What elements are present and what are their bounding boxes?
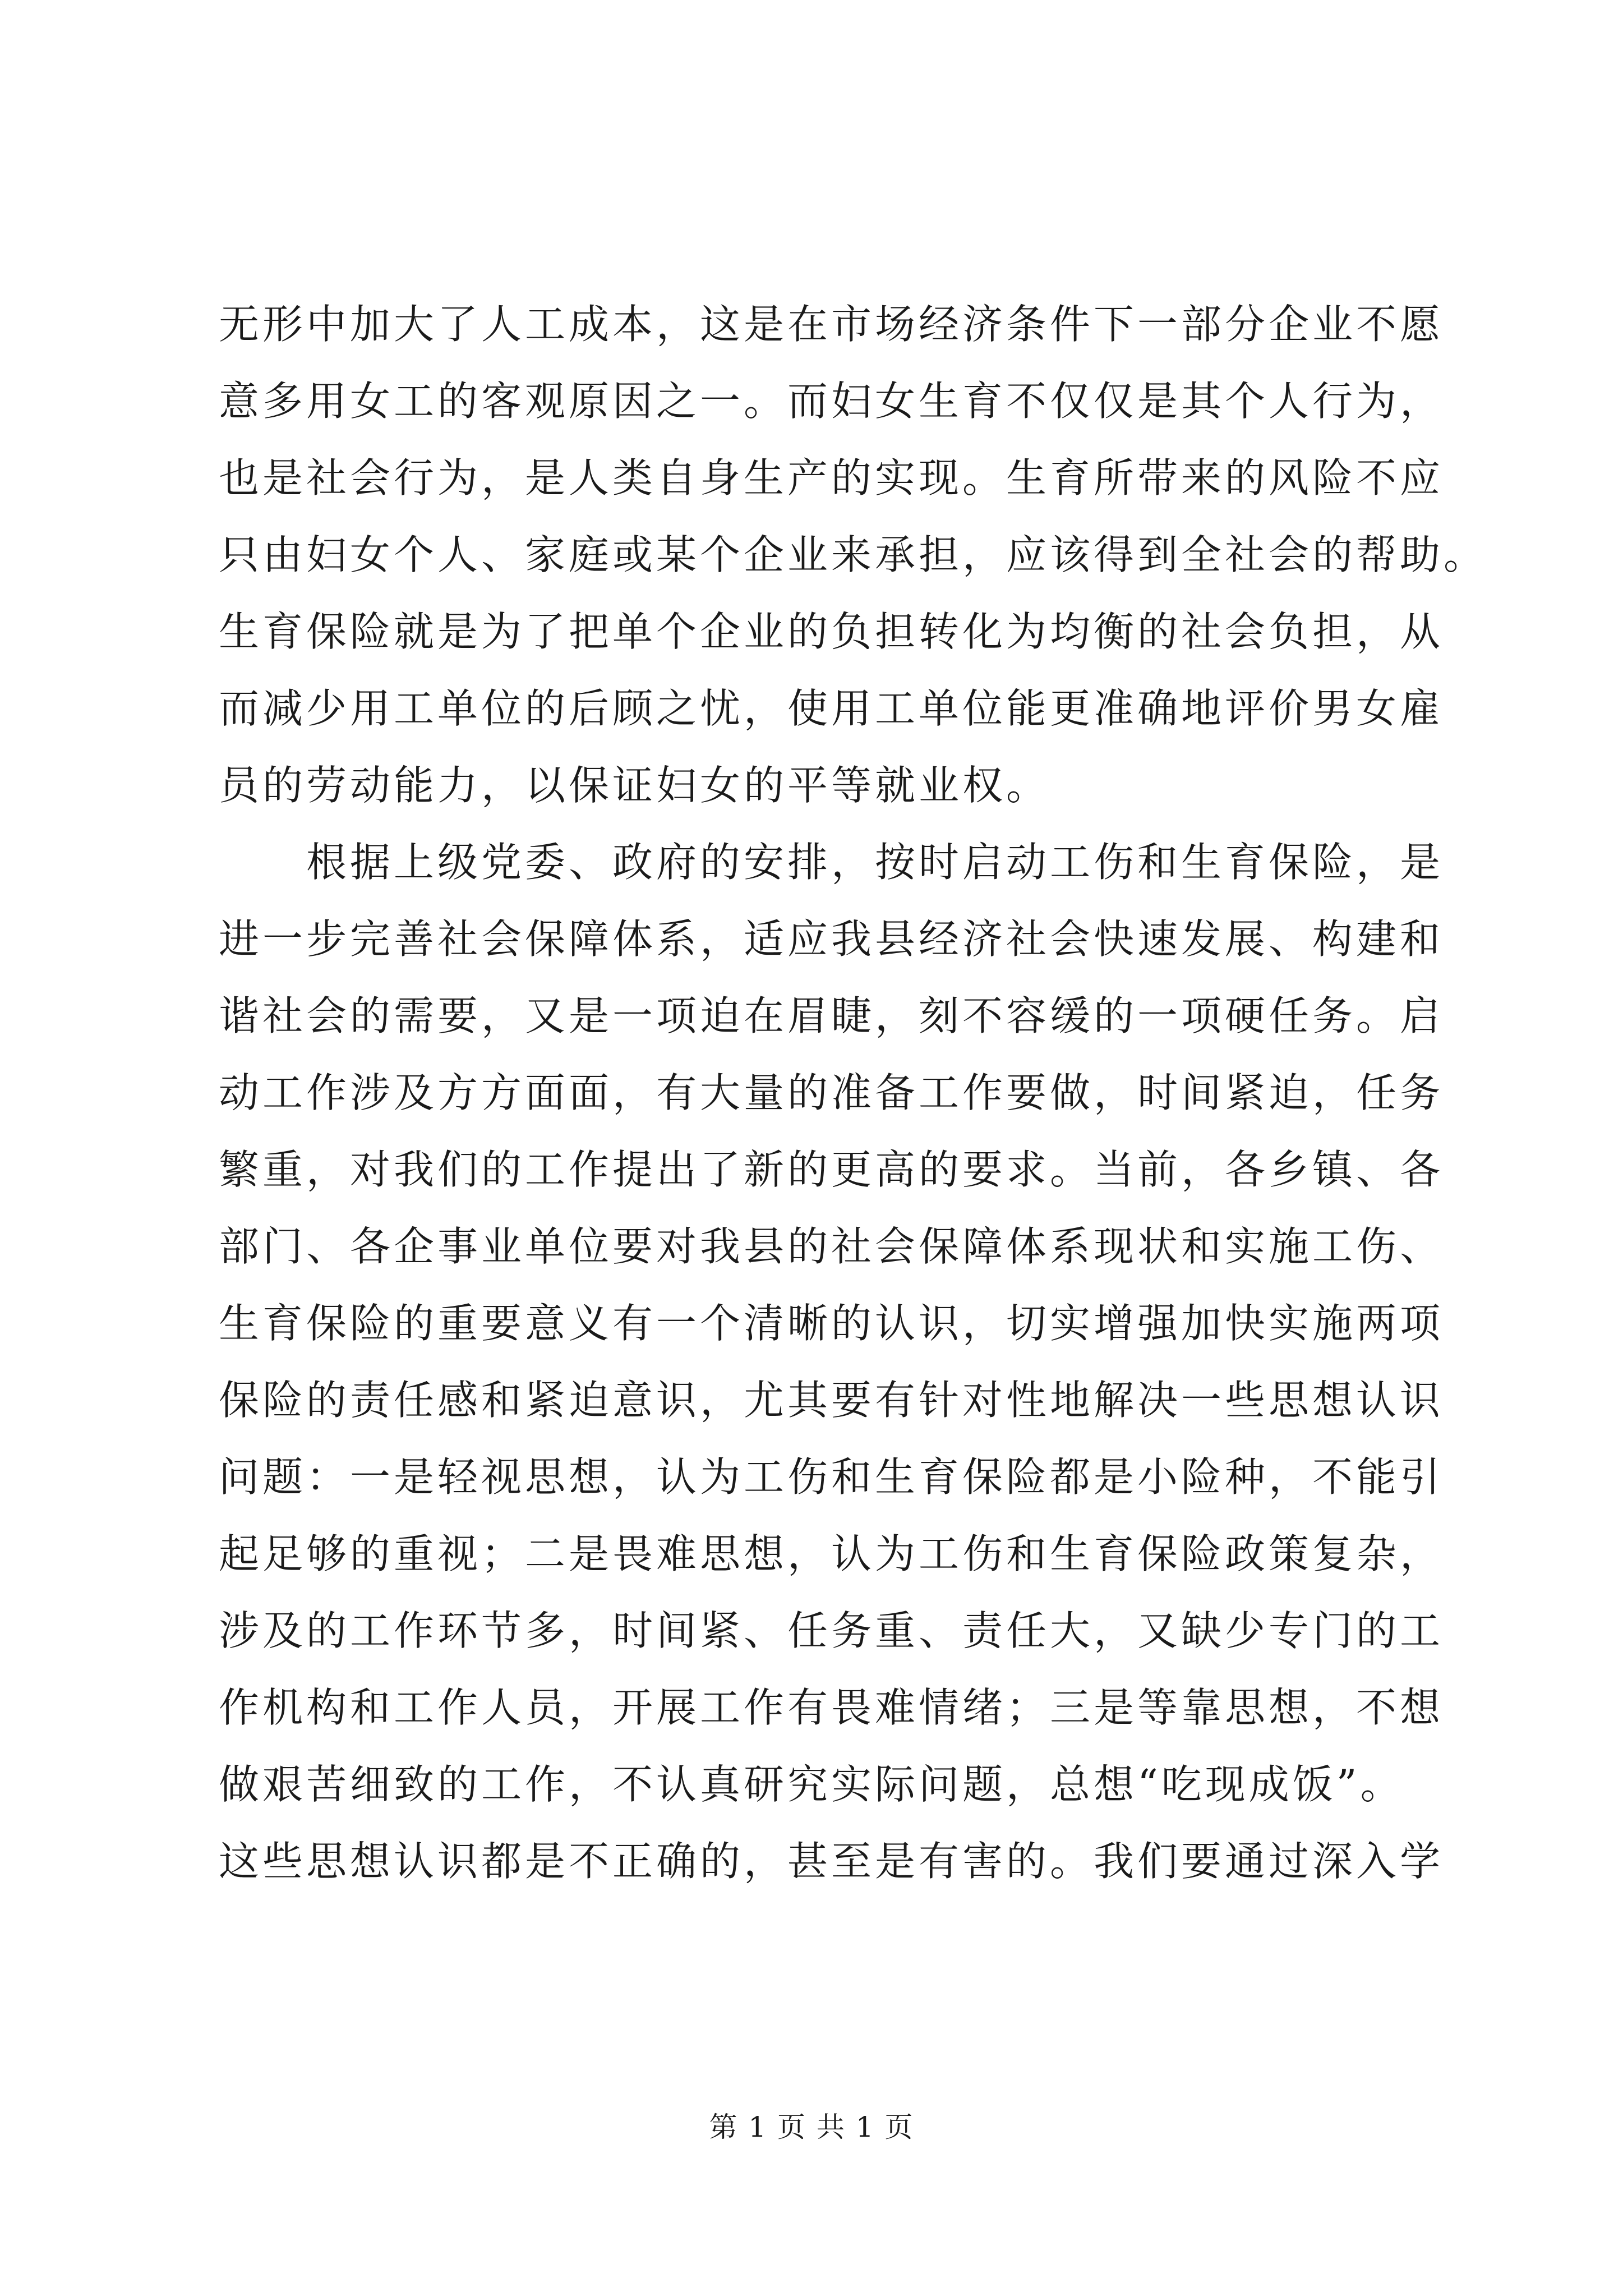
text-line: 进一步完善社会保障体系，适应我县经济社会快速发展、构建和 — [219, 915, 1444, 963]
text-line: 繁重，对我们的工作提出了新的更高的要求。当前，各乡镇、各 — [219, 1146, 1444, 1193]
text-line: 动工作涉及方方面面，有大量的准备工作要做，时间紧迫，任务 — [219, 1069, 1444, 1116]
text-line: 作机构和工作人员，开展工作有畏难情绪；三是等靠思想，不想 — [219, 1684, 1444, 1731]
text-line: 做艰苦细致的工作，不认真研究实际问题，总想“吃现成饭”。 — [219, 1761, 1404, 1808]
text-line: 意多用女工的客观原因之一。而妇女生育不仅仅是其个人行为， — [219, 378, 1444, 425]
text-line: 谐社会的需要，又是一项迫在眉睫，刻不容缓的一项硬任务。启 — [219, 992, 1444, 1039]
text-line: 也是社会行为，是人类自身生产的实现。生育所带来的风险不应 — [219, 454, 1444, 501]
text-line: 而减少用工单位的后顾之忧，使用工单位能更准确地评价男女雇 — [219, 685, 1444, 732]
text-line: 起足够的重视；二是畏难思想，认为工伤和生育保险政策复杂， — [219, 1530, 1444, 1577]
text-line: 问题：一是轻视思想，认为工伤和生育保险都是小险种，不能引 — [219, 1453, 1444, 1501]
text-line: 生育保险就是为了把单个企业的负担转化为均衡的社会负担，从 — [219, 608, 1444, 655]
text-line: 这些思想认识都是不正确的，甚至是有害的。我们要通过深入学 — [219, 1838, 1444, 1885]
body-text — [219, 286, 1488, 1900]
text-line: 涉及的工作环节多，时间紧、任务重、责任大，又缺少专门的工 — [219, 1607, 1444, 1654]
text-line: 保险的责任感和紧迫意识，尤其要有针对性地解决一些思想认识 — [219, 1377, 1444, 1424]
text-line: 只由妇女个人、家庭或某个企业来承担，应该得到全社会的帮助。 — [219, 531, 1488, 578]
text-line: 无形中加大了人工成本，这是在市场经济条件下一部分企业不愿 — [219, 301, 1444, 348]
text-line: 部门、各企事业单位要对我县的社会保障体系现状和实施工伤、 — [219, 1223, 1444, 1270]
text-line: 根据上级党委、政府的安排，按时启动工伤和生育保险，是 — [219, 839, 1444, 886]
text-line: 员的劳动能力，以保证妇女的平等就业权。 — [219, 762, 1050, 809]
text-line: 生育保险的重要意义有一个清晰的认识，切实增强加快实施两项 — [219, 1300, 1444, 1347]
page-footer: 第 1 页 共 1 页 — [709, 2111, 914, 2143]
